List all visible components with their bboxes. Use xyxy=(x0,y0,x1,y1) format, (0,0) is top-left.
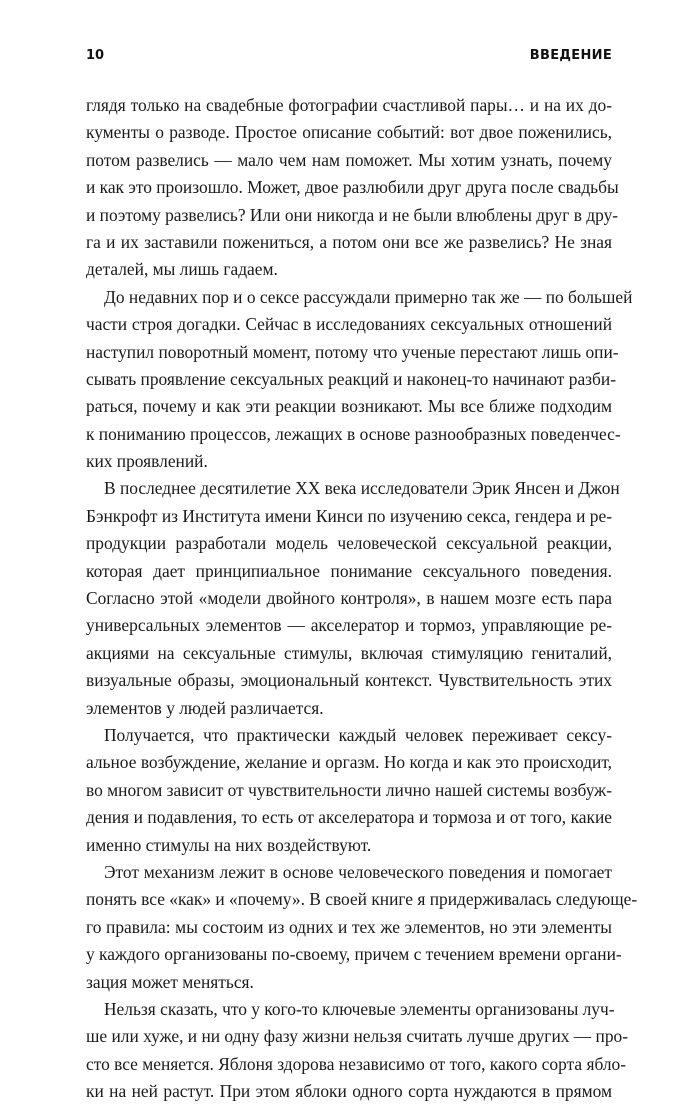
text-line: и поэтому развелись? Или они никогда и не были влюблены друг в дру- xyxy=(86,204,619,225)
text-line: ше или хуже, и ни одну фазу жизни нельзя считать лучше других — про- xyxy=(86,1026,629,1047)
body-text xyxy=(86,92,638,1105)
text-line: продукции разработали модель человеческой сексуальной реакции, xyxy=(86,533,612,554)
text-line: к пониманию процессов, лежащих в основе разнообразных поведенчес- xyxy=(86,423,621,444)
text-line: визуальные образы, эмоциональный контекст. Чувствительность этих xyxy=(86,670,612,691)
text-line: Получается, что практически каждый человек переживает сексу- xyxy=(104,724,612,745)
running-head: ВВЕДЕНИЕ xyxy=(529,48,612,63)
text-line: ки на ней растут. При этом яблоки одного сорта нуждаются в прямом xyxy=(86,1081,612,1102)
text-line: го правила: мы состоим из одних и тех же элементов, но эти элементы xyxy=(86,916,612,937)
text-line: акциями на сексуальные стимулы, включая стимуляцию гениталий, xyxy=(86,642,612,663)
text-line: универсальных элементов — акселератор и тормоз, управляющие ре- xyxy=(86,615,612,636)
text-line: В последнее десятилетие XX века исследователи Эрик Янсен и Джон xyxy=(104,478,620,499)
text-line: зация может меняться. xyxy=(86,971,254,992)
text-line: и как это произошло. Может, двое разлюбили друг друга после свадьбы xyxy=(86,177,619,198)
text-line: сывать проявление сексуальных реакций и наконец-то начинают разби- xyxy=(86,368,616,389)
text-line: Этот механизм лежит в основе человеческого поведения и помогает xyxy=(104,861,612,882)
text-line: кументы о разводе. Простое описание событий: вот двое поженились, xyxy=(86,122,612,143)
text-line: До недавних пор и о сексе рассуждали примерно так же — по большей xyxy=(104,286,633,307)
text-line: ких проявлений. xyxy=(86,451,208,472)
text-line: потом развелись — мало чем нам поможет. Мы хотим узнать, почему xyxy=(86,149,612,170)
paragraph xyxy=(86,722,612,859)
text-line: сто все меняется. Яблоня здорова независимо от того, какого сорта ябло- xyxy=(86,1053,627,1074)
text-line: именно стимулы на них воздействуют. xyxy=(86,834,372,855)
text-line: во многом зависит от чувствительности лично нашей системы возбуж- xyxy=(86,779,612,800)
text-line: наступил поворотный момент, потому что ученые перестают лишь опи- xyxy=(86,341,619,362)
text-line: понять все «как» и «почему». В своей книге я придерживалась следующе- xyxy=(86,889,638,910)
text-line: га и их заставили пожениться, а потом они все же развелись? Не зная xyxy=(86,231,612,252)
page-number: 10 xyxy=(86,48,105,63)
text-line: альное возбуждение, желание и оргазм. Но когда и как это происходит, xyxy=(86,752,612,773)
paragraph xyxy=(86,475,620,722)
text-line: деталей, мы лишь гадаем. xyxy=(86,259,278,280)
text-line: Бэнкрофт из Института имени Кинси по изучению секса, гендера и ре- xyxy=(86,505,612,526)
paragraph xyxy=(86,284,633,476)
paragraph xyxy=(86,859,638,996)
text-line: элементов у людей различается. xyxy=(86,697,324,718)
text-line: Нельзя сказать, что у кого-то ключевые элементы организованы луч- xyxy=(104,998,615,1019)
page-header xyxy=(86,48,612,68)
paragraph xyxy=(86,92,619,284)
text-line: глядя только на свадебные фотографии счастливой пары… и на их до- xyxy=(86,95,612,115)
text-line: дения и подавления, то есть от акселератора и тормоза и от того, какие xyxy=(86,807,612,828)
paragraph xyxy=(86,996,629,1105)
text-line: которая дает принципиальное понимание сексуального поведения. xyxy=(86,560,612,581)
text-line: Согласно этой «модели двойного контроля», в нашем мозге есть пара xyxy=(86,588,612,609)
text-line: у каждого организованы по-своему, причем с течением времени органи- xyxy=(86,944,622,965)
text-line: части строя догадки. Сейчас в исследованиях сексуальных отношений xyxy=(86,314,612,335)
text-line: раться, почему и как эти реакции возникают. Мы все ближе подходим xyxy=(86,396,612,417)
